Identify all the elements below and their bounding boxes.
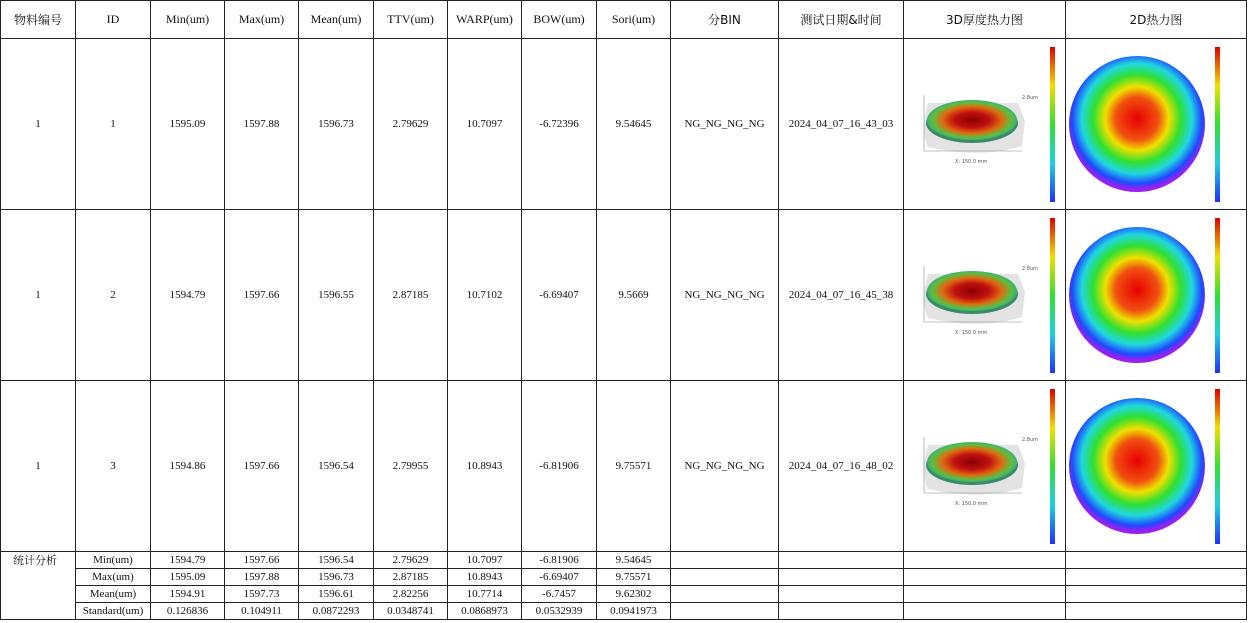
header-id: ID	[76, 1, 151, 39]
color-scale-bar	[1050, 389, 1055, 544]
cell-id: 1	[76, 39, 151, 210]
unit-label: 2.8um	[1021, 437, 1038, 443]
cell-3d-heatmap	[904, 39, 1066, 210]
empty-cell	[1066, 603, 1247, 620]
stats-label: 统计分析	[1, 552, 76, 620]
cell-max: 1597.66	[225, 210, 299, 381]
stat-name: Max(um)	[76, 569, 151, 586]
axis-label: X: 150.0 mm	[954, 159, 987, 165]
empty-cell	[1066, 552, 1247, 569]
stat-ttv: 2.87185	[374, 569, 448, 586]
cell-3d-heatmap	[904, 210, 1066, 381]
stat-warp: 10.7097	[448, 552, 522, 569]
cell-mean: 1596.73	[299, 39, 374, 210]
header-3d-heatmap: 3D厚度热力图	[904, 1, 1066, 39]
stat-sori: 9.54645	[597, 552, 671, 569]
cell-2d-heatmap	[1066, 381, 1247, 552]
heatmap-2d-image	[1067, 383, 1245, 549]
empty-cell	[671, 552, 779, 569]
cell-sori: 9.54645	[597, 39, 671, 210]
heatmap-3d-image	[910, 41, 1060, 207]
cell-material: 1	[1, 381, 76, 552]
cell-bin: NG_NG_NG_NG	[671, 210, 779, 381]
cell-3d-heatmap	[904, 381, 1066, 552]
stat-max: 1597.73	[225, 586, 299, 603]
stats-row	[1, 586, 1247, 603]
header-ttv: TTV(um)	[374, 1, 448, 39]
stat-sori: 9.75571	[597, 569, 671, 586]
stat-max: 1597.66	[225, 552, 299, 569]
empty-cell	[779, 603, 904, 620]
unit-label: 2.8um	[1021, 95, 1038, 101]
cell-warp: 10.7097	[448, 39, 522, 210]
stat-warp: 10.8943	[448, 569, 522, 586]
header-min: Min(um)	[151, 1, 225, 39]
stat-name: Min(um)	[76, 552, 151, 569]
stat-bow: 0.0532939	[522, 603, 597, 620]
empty-cell	[671, 586, 779, 603]
header-max: Max(um)	[225, 1, 299, 39]
cell-max: 1597.88	[225, 39, 299, 210]
stat-warp: 0.0868973	[448, 603, 522, 620]
empty-cell	[671, 603, 779, 620]
unit-label: 2.8um	[1021, 266, 1038, 272]
stat-sori: 0.0941973	[597, 603, 671, 620]
cell-id: 2	[76, 210, 151, 381]
empty-cell	[779, 569, 904, 586]
cell-material: 1	[1, 210, 76, 381]
header-warp: WARP(um)	[448, 1, 522, 39]
cell-ttv: 2.87185	[374, 210, 448, 381]
cell-max: 1597.66	[225, 381, 299, 552]
cell-bow: -6.69407	[522, 210, 597, 381]
table-row	[1, 210, 1247, 381]
stat-mean: 0.0872293	[299, 603, 374, 620]
empty-cell	[779, 586, 904, 603]
stat-min: 1594.79	[151, 552, 225, 569]
heatmap-3d-image	[910, 212, 1060, 378]
cell-sori: 9.75571	[597, 381, 671, 552]
color-scale-bar	[1215, 389, 1220, 544]
stat-sori: 9.62302	[597, 586, 671, 603]
stat-bow: -6.7457	[522, 586, 597, 603]
stat-name: Standard(um)	[76, 603, 151, 620]
cell-warp: 10.7102	[448, 210, 522, 381]
header-datetime: 测试日期&时间	[779, 1, 904, 39]
stat-ttv: 2.79629	[374, 552, 448, 569]
stats-row	[1, 603, 1247, 620]
cell-datetime: 2024_04_07_16_45_38	[779, 210, 904, 381]
cell-ttv: 2.79955	[374, 381, 448, 552]
stats-row	[1, 552, 1247, 569]
cell-min: 1595.09	[151, 39, 225, 210]
cell-2d-heatmap	[1066, 39, 1247, 210]
stat-mean: 1596.61	[299, 586, 374, 603]
empty-cell	[1066, 586, 1247, 603]
header-2d-heatmap: 2D热力图	[1066, 1, 1247, 39]
cell-min: 1594.79	[151, 210, 225, 381]
cell-min: 1594.86	[151, 381, 225, 552]
heatmap-2d-image	[1067, 212, 1245, 378]
cell-bow: -6.72396	[522, 39, 597, 210]
cell-mean: 1596.54	[299, 381, 374, 552]
cell-warp: 10.8943	[448, 381, 522, 552]
empty-cell	[671, 569, 779, 586]
stat-name: Mean(um)	[76, 586, 151, 603]
header-mean: Mean(um)	[299, 1, 374, 39]
heatmap-3d-image	[910, 383, 1060, 549]
table-row	[1, 39, 1247, 210]
stat-mean: 1596.54	[299, 552, 374, 569]
cell-datetime: 2024_04_07_16_43_03	[779, 39, 904, 210]
cell-2d-heatmap	[1066, 210, 1247, 381]
empty-cell	[904, 586, 1066, 603]
cell-ttv: 2.79629	[374, 39, 448, 210]
cell-sori: 9.5669	[597, 210, 671, 381]
cell-bin: NG_NG_NG_NG	[671, 381, 779, 552]
empty-cell	[904, 552, 1066, 569]
color-scale-bar	[1050, 218, 1055, 373]
stat-min: 1594.91	[151, 586, 225, 603]
header-bin: 分BIN	[671, 1, 779, 39]
empty-cell	[904, 603, 1066, 620]
stat-ttv: 0.0348741	[374, 603, 448, 620]
header-sori: Sori(um)	[597, 1, 671, 39]
stat-bow: -6.81906	[522, 552, 597, 569]
cell-bow: -6.81906	[522, 381, 597, 552]
color-scale-bar	[1215, 218, 1220, 373]
color-scale-bar	[1050, 47, 1055, 202]
stats-row	[1, 569, 1247, 586]
axis-label: X: 150.0 mm	[954, 501, 987, 507]
stat-max: 1597.88	[225, 569, 299, 586]
stat-min: 0.126836	[151, 603, 225, 620]
stat-min: 1595.09	[151, 569, 225, 586]
color-scale-bar	[1215, 47, 1220, 202]
stat-ttv: 2.82256	[374, 586, 448, 603]
empty-cell	[779, 552, 904, 569]
cell-datetime: 2024_04_07_16_48_02	[779, 381, 904, 552]
header-material-no: 物料编号	[1, 1, 76, 39]
table-row	[1, 381, 1247, 552]
empty-cell	[1066, 569, 1247, 586]
stat-warp: 10.7714	[448, 586, 522, 603]
cell-material: 1	[1, 39, 76, 210]
stat-max: 0.104911	[225, 603, 299, 620]
heatmap-2d-image	[1067, 41, 1245, 207]
header-row	[1, 1, 1247, 39]
cell-mean: 1596.55	[299, 210, 374, 381]
stat-bow: -6.69407	[522, 569, 597, 586]
header-bow: BOW(um)	[522, 1, 597, 39]
cell-bin: NG_NG_NG_NG	[671, 39, 779, 210]
stat-mean: 1596.73	[299, 569, 374, 586]
cell-id: 3	[76, 381, 151, 552]
axis-label: X: 150.0 mm	[954, 330, 987, 336]
empty-cell	[904, 569, 1066, 586]
